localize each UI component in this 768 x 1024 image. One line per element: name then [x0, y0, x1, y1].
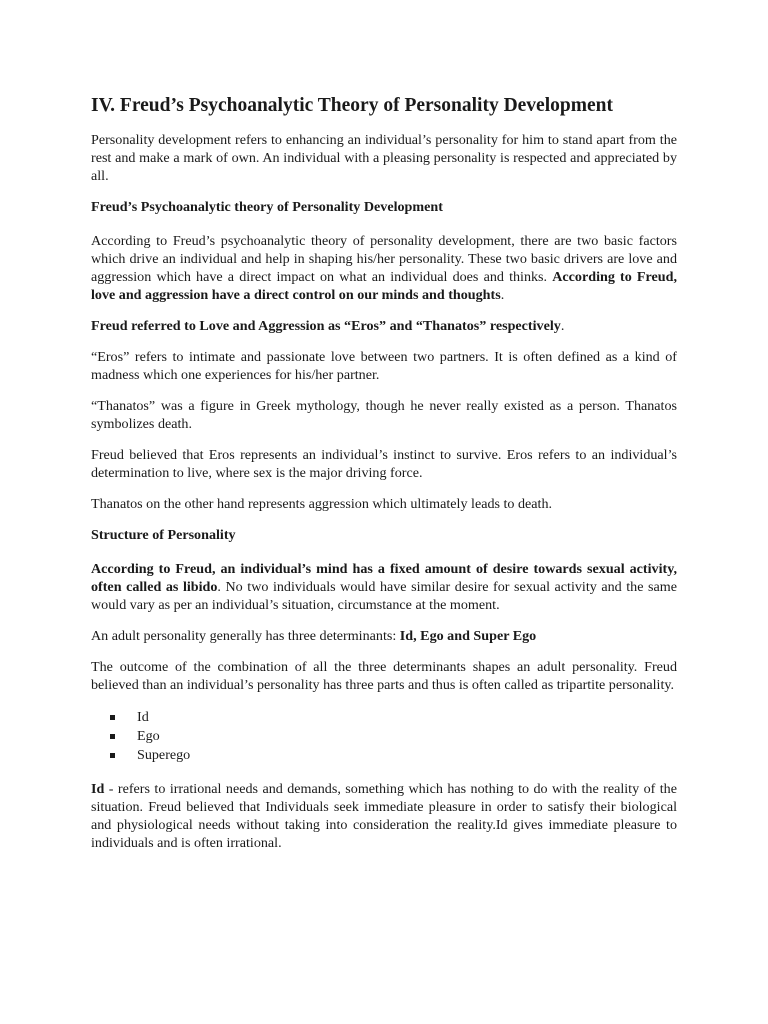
- determinants-paragraph: [91, 627, 677, 645]
- list-item: [110, 708, 677, 727]
- section-heading-psychoanalytic: Freud’s Psychoanalytic theory of Personality Development: [91, 199, 443, 215]
- drivers-bold-text: According to Freud, love and aggression have a direct control on our minds and thoughts: [91, 269, 677, 303]
- libido-paragraph: [91, 560, 677, 614]
- eros-thanatos-end: .: [560, 318, 565, 334]
- determinants-bold-text: Id, Ego and Super Ego: [399, 628, 537, 644]
- libido-bold-text: According to Freud, an individual’s mind has a fixed amount of desire towards sexual activity, often called as libido: [91, 561, 677, 595]
- drivers-end: .: [500, 287, 505, 303]
- section-heading-structure: Structure of Personality: [91, 527, 236, 543]
- eros-paragraph: “Eros” refers to intimate and passionate love between two partners. It is often defined as a kind of madness which one experiences for his/her partner.: [91, 349, 677, 383]
- libido-text: . No two individuals would have similar desire for sexual activity and the same would vary as per an individual’s situation, circumstance at the moment.: [91, 579, 677, 613]
- list-item-label: Ego: [137, 728, 160, 744]
- page-title: IV. Freud’s Psychoanalytic Theory of Personality Development: [91, 95, 613, 116]
- square-bullet-icon: [110, 734, 115, 739]
- instinct-paragraph: Freud believed that Eros represents an individual’s instinct to survive. Eros refers to an individual’s determination to live, where sex is the major driving force.: [91, 447, 677, 481]
- list-item-label: Superego: [137, 747, 191, 763]
- intro-paragraph: Personality development refers to enhancing an individual’s personality for him to stand apart from the rest and make a mark of own. An individual with a pleasing personality is respected and appreciated by all.: [91, 132, 677, 184]
- list-item-label: Id: [137, 709, 149, 725]
- id-term: Id: [91, 781, 105, 797]
- list-item: [110, 746, 677, 765]
- eros-thanatos-bold-text: Freud referred to Love and Aggression as “Eros” and “Thanatos” respectively: [91, 318, 561, 334]
- id-definition-paragraph: [91, 780, 677, 852]
- eros-thanatos-paragraph: [91, 317, 677, 335]
- aggression-paragraph: Thanatos on the other hand represents aggression which ultimately leads to death.: [91, 496, 553, 512]
- personality-parts-list: [91, 708, 677, 765]
- list-item: [110, 727, 677, 746]
- outcome-paragraph: The outcome of the combination of all the three determinants shapes an adult personality. Freud believed than an individual’s personality has three parts and thus is often called as tripartite personality.: [91, 659, 677, 693]
- determinants-text: An adult personality generally has three determinants:: [91, 628, 400, 644]
- square-bullet-icon: [110, 753, 115, 758]
- drivers-text: According to Freud’s psychoanalytic theory of personality development, there are two basic factors which drive an individual and help in shaping his/her personality. These two basic drivers are love and aggression which have a direct impact on what an individual does and thinks.: [91, 233, 677, 285]
- id-definition-text: - refers to irrational needs and demands, something which has nothing to do with the reality of the situation. Freud believed that Individuals seek immediate pleasure in order to satisfy their biological and physiological needs without taking into consideration the reality.Id gives immediate pleasure to individuals and is often irrational.: [91, 781, 677, 851]
- thanatos-paragraph: “Thanatos” was a figure in Greek mythology, though he never really existed as a person. Thanatos symbolizes death.: [91, 398, 677, 432]
- square-bullet-icon: [110, 715, 115, 720]
- drivers-paragraph: [91, 232, 677, 304]
